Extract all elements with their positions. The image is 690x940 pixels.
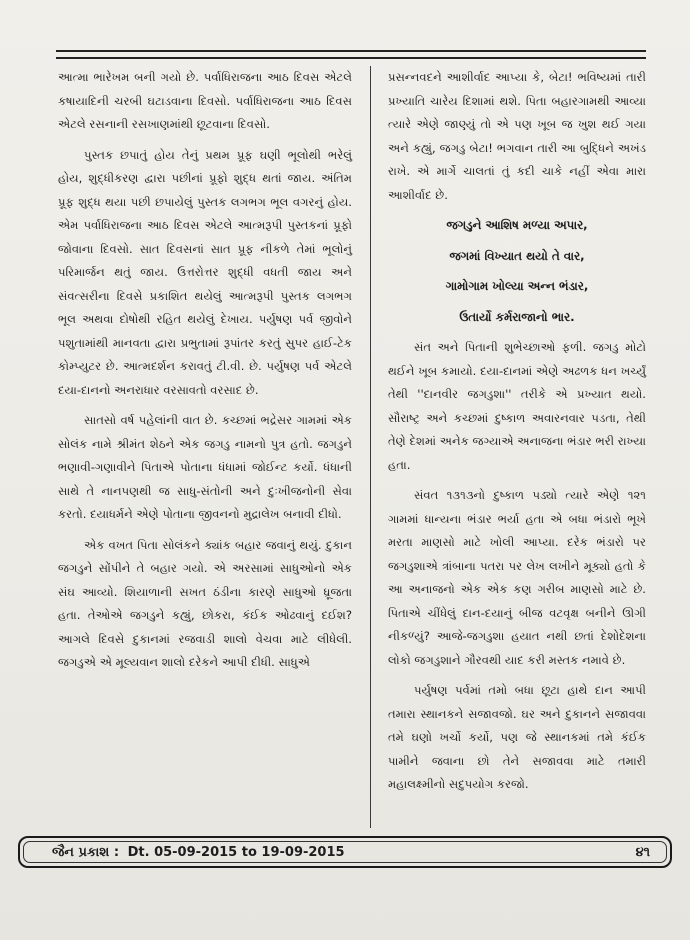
left-paragraph-2: પુસ્તક છપાતું હોય તેનું પ્રથમ પ્રૂફ ઘણી ભૂલોથી ભરેલું હોય, શુદ્ધીકરણ દ્વારા પછીનાં પ્રૂફો શુદ્ધ થતાં જાય. અંતિમ પ્રૂફ શુદ્ધ થયા પછી છપાયેલું પુસ્તક લગભગ ભૂલ વગરનું હોય. એમ પર્વાધિરાજના આઠ દિવસ એટલે આત્મરૂપી પુસ્તકનાં પ્રૂફો જોવાના દિવસો. સાત દિવસનાં સાત પ્રૂફ નીકળે તેમાં ભૂલોનું પરિમાર્જન થતું જાય. ઉત્તરોત્તર શુદ્ધી વધતી જાય અને સંવત્સરીના દિવસે પ્રકાશિત થયેલું આત્મરૂપી પુસ્તક લગભગ ભૂલ અથવા દોષોથી રહિત થયેલું દેખાય. પર્યુષણ પર્વ જીવોને પશુતામાંથી માનવતા દ્વારા પ્રભુતામાં રૂપાંતર કરતું સુપર હાઈ-ટેક કોમ્પ્યુટર છે. આત્મદર્શન કરાવતું ટી.વી. છે. પર્યુષણ પર્વ એટલે દયા-દાનનો અનરાધાર વરસાવતો વરસાદ છે.: [58, 147, 352, 397]
footer-bar: [18, 836, 672, 868]
verse-line-4: ઉતાર્યો કર્મરાજાનો ભાર.: [459, 309, 575, 324]
magazine-name: જૈન પ્રકાશ :: [52, 845, 120, 860]
left-column: [58, 66, 352, 682]
verse-line-2: જગમાં વિખ્યાત થયો તે વાર,: [449, 248, 585, 263]
left-paragraph-1: આત્મા ભારેખમ બની ગયો છે. પર્વાધિરાજના આઠ દિવસ એટલે કષાયાદિની ચરબી ઘટાડવાના દિવસો. પર્વાધિરાજના આઠ દિવસ એટલે રસનાની રસખાણમાંથી છૂટવાના દિવસો.: [58, 70, 352, 131]
verse-block: [388, 214, 646, 329]
page-number: ૪૧: [635, 845, 650, 860]
issue-dates: Dt. 05-09-2015 to 19-09-2015: [127, 845, 345, 860]
verse-line-1: જગડુને આશિષ મળ્યા અપાર,: [446, 218, 588, 232]
right-paragraph-3: સંવત ૧૩૧૩નો દુષ્કાળ પડ્યો ત્યારે એણે ૧૨૧ ગામમાં ધાન્યના ભંડાર ભર્યા હતા એ બધા ભંડારો ભૂખે મરતા માણસો માટે ખોલી આપ્યા. દરેક ભંડારો પર જગડુશાએ ત્રાંબાના પતરા પર લેખ લખીને મૂક્યો હતો કે આ અનાજનો એક એક કણ ગરીબ માણસો માટે છે. પિતાએ ચીંધેલું દાન-દયાનું બીજ વટવૃક્ષ બનીને ઊગી નીકળ્યું? આજે-જગડુશા હયાત નથી છતાં દેશોદેશના લોકો જગડુશાને ગૌરવથી યાદ કરી મસ્તક નમાવે છે.: [388, 488, 646, 667]
column-divider: [370, 66, 371, 828]
left-paragraph-4: એક વખત પિતા સોલંકને ક્યાંક બહાર જવાનું થયું. દુકાન જગડુને સોંપીને તે બહાર ગયો. એ અરસામાં સાધુઓનો એક સંઘ આવ્યો. શિયાળાની સખત ઠંડીના કારણે સાધુઓ ધ્રૂજતા હતા. તેઓએ જગડુને કહ્યું, છોકરા, કંઈક ઓઢવાનું દઈશ? આગલે દિવસે દુકાનમાં રજવાડી શાલો વેચવા માટે લીધેલી. જગડુએ એ મૂલ્યવાન શાલો દરેકને આપી દીધી. સાધુએ: [58, 537, 352, 669]
footer-masthead: [52, 845, 345, 860]
top-double-rule: [56, 50, 646, 59]
right-paragraph-2: સંત અને પિતાની શુભેચ્છાઓ ફળી. જગડુ મોટો થઈને ખૂબ કમાયો. દયા-દાનમાં એણે અઢળક ધન ખર્ચ્યું તેથી ''દાનવીર જગડુશા'' તરીકે એ પ્રખ્યાત થયો. સૌરાષ્ટ્ર અને કચ્છમાં દુષ્કાળ અવારનવાર પડતા, તેથી તેણે દેશમાં અનેક જગ્યાએ અનાજના ભંડાર ભરી રાખ્યા હતા.: [388, 340, 646, 472]
right-column: [388, 66, 646, 804]
verse-line-3: ગામોગામ ખોલ્યા અન્ન ભંડાર,: [445, 279, 589, 293]
right-paragraph-4: પર્યુષણ પર્વમાં તમો બધા છૂટા હાથે દાન આપી તમારા સ્થાનકને સજાવજો. ઘર અને દુકાનને સજાવવા તમે ઘણો ખર્ચો કર્યો, પણ જે સ્થાનકમાં તમે કંઈક પામીને જવાના છો તેને સજાવવા માટે તમારી મહાલક્ષ્મીનો સદુપયોગ કરજો.: [388, 683, 646, 791]
left-paragraph-3: સાતસો વર્ષ પહેલાંની વાત છે. કચ્છમાં ભદ્રેસર ગામમાં એક સોલંક નામે શ્રીમંત શેઠને એક જગડુ નામનો પુત્ર હતો. જગડુને ભણાવી-ગણાવીને પિતાએ પોતાના ધંધામાં જોઈન્ટ કર્યો. ધંધાની સાથે તે નાનપણથી જ સાધુ-સંતોની અને દુઃખીજનોની સેવા કરતો. દયાધર્મને એણે પોતાના જીવનનો મુદ્રાલેખ બનાવી દીધો.: [58, 413, 352, 521]
right-paragraph-intro: પ્રસન્નવદને આશીર્વાદ આપ્યા કે, બેટા! ભવિષ્યમાં તારી પ્રખ્યાતિ ચારેય દિશામાં થશે. પિતા બહારગામથી આવ્યા ત્યારે એણે જાણ્યું તો એ પણ ખૂબ જ ખુશ થઈ ગયા અને કહ્યું, જગડુ બેટા! ભગવાન તારી આ બુદ્ધિને અખંડ રાખે. એ માર્ગે ચાલતાં તું કદી ચાકે નહીં એવા મારા આશીર્વાદ છે.: [388, 70, 646, 202]
